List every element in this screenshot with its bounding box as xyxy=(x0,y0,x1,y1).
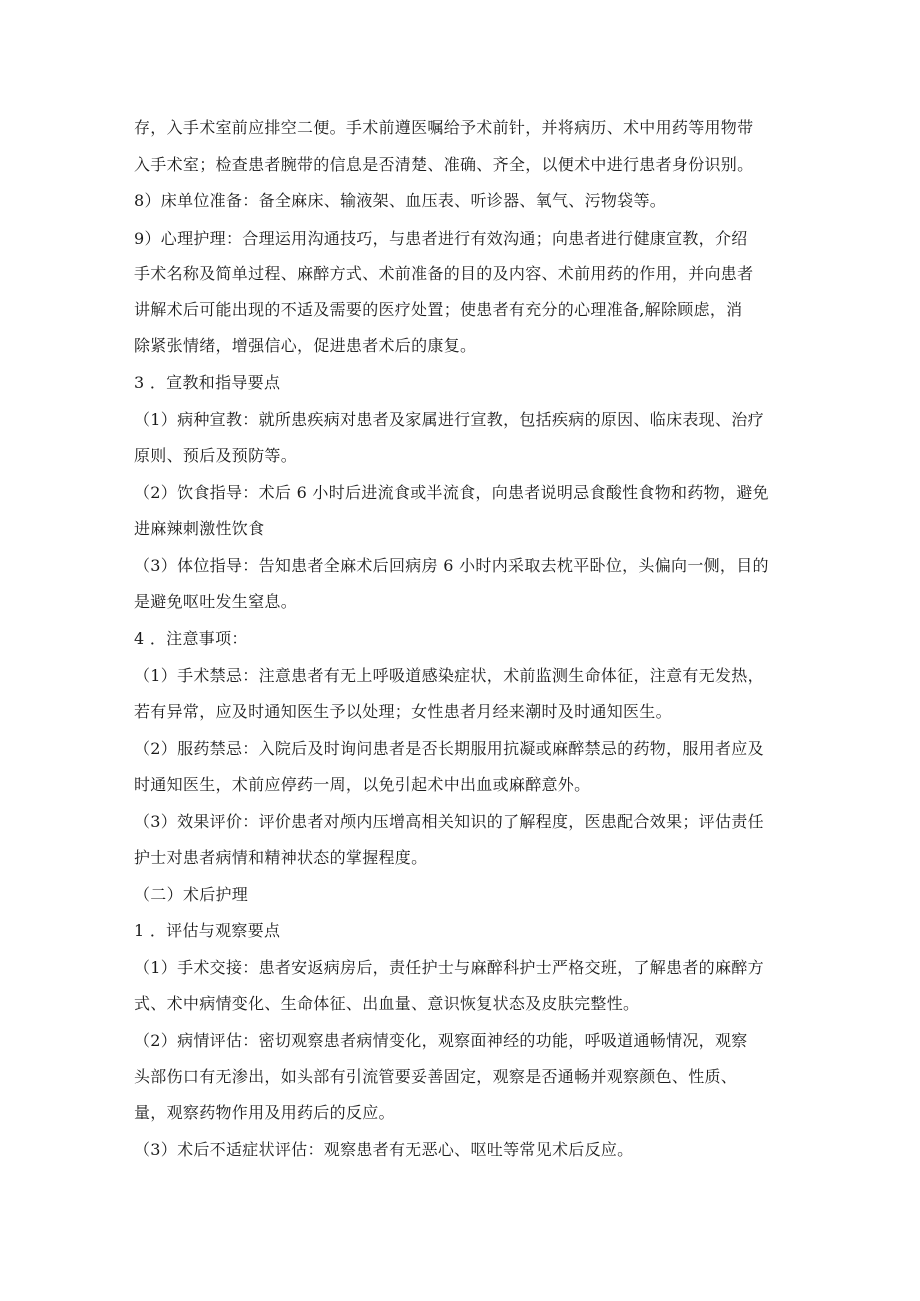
text-line: 入手术室；检查患者腕带的信息是否清楚、准确、齐全，以便术中进行患者身份识别。 xyxy=(134,155,754,174)
text-line: 头部伤口有无渗出，如头部有引流管要妥善固定，观察是否通畅并观察颜色、性质、 xyxy=(134,1067,738,1086)
text-line: 手术名称及简单过程、麻醉方式、术前准备的目的及内容、术前用药的作用，并向患者 xyxy=(134,264,754,283)
text-line: 时通知医生，术前应停药一周，以免引起术中出血或麻醉意外。 xyxy=(134,775,591,794)
section-heading: 4 ．注意事项： xyxy=(134,629,248,648)
section-heading: （二）术后护理 xyxy=(134,885,249,904)
text-line: （1）手术禁忌：注意患者有无上呼吸道感染症状，术前监测生命体征，注意有无发热， xyxy=(134,666,764,685)
text-line: 护士对患者病情和精神状态的掌握程度。 xyxy=(134,848,428,867)
text-line: 若有异常，应及时通知医生予以处理；女性患者月经来潮时及时通知医生。 xyxy=(134,702,672,721)
text-line: （3）术后不适症状评估：观察患者有无恶心、呕吐等常见术后反应。 xyxy=(134,1140,634,1159)
text-line: 除紧张情绪，增强信心，促进患者术后的康复。 xyxy=(134,336,477,355)
text-line: （2）饮食指导：术后 6 小时后进流食或半流食，向患者说明忌食酸性食物和药物，避免 xyxy=(134,483,769,502)
text-line: （3）效果评价：评价患者对颅内压增高相关知识的了解程度，医患配合效果；评估责任 xyxy=(134,812,764,831)
text-line: 存，入手术室前应排空二便。手术前遵医嘱给予术前针，并将病历、术中用药等用物带 xyxy=(134,118,754,137)
section-heading: 3 ．宣教和指导要点 xyxy=(134,373,281,392)
text-line: （2）病情评估：密切观察患者病情变化，观察面神经的功能，呼吸道通畅情况，观察 xyxy=(134,1031,748,1050)
text-line: 是避免呕吐发生窒息。 xyxy=(134,592,298,611)
text-line: 8）床单位准备：备全麻床、输液架、血压表、听诊器、氧气、污物袋等。 xyxy=(134,191,667,210)
section-heading: 1 ．评估与观察要点 xyxy=(134,921,281,940)
text-line: 原则、预后及预防等。 xyxy=(134,446,298,465)
text-line: 讲解术后可能出现的不适及需要的医疗处置；使患者有充分的心理准备,解除顾虑，消 xyxy=(134,300,743,319)
text-line: （3）体位指导：告知患者全麻术后回病房 6 小时内采取去枕平卧位，头偏向一侧，目的 xyxy=(134,556,769,575)
text-line: 量，观察药物作用及用药后的反应。 xyxy=(134,1103,395,1122)
text-line: （1）病种宣教：就所患疾病对患者及家属进行宣教，包括疾病的原因、临床表现、治疗 xyxy=(134,410,764,429)
text-line: （2）服药禁忌：入院后及时询问患者是否长期服用抗凝或麻醉禁忌的药物，服用者应及 xyxy=(134,739,764,758)
text-line: 9）心理护理：合理运用沟通技巧，与患者进行有效沟通；向患者进行健康宣教，介绍 xyxy=(134,229,748,248)
text-line: 式、术中病情变化、生命体征、出血量、意识恢复状态及皮肤完整性。 xyxy=(134,994,640,1013)
text-line: 进麻辣刺激性饮食 xyxy=(134,519,265,538)
text-line: （1）手术交接：患者安返病房后，责任护士与麻醉科护士严格交班，了解患者的麻醉方 xyxy=(134,958,764,977)
